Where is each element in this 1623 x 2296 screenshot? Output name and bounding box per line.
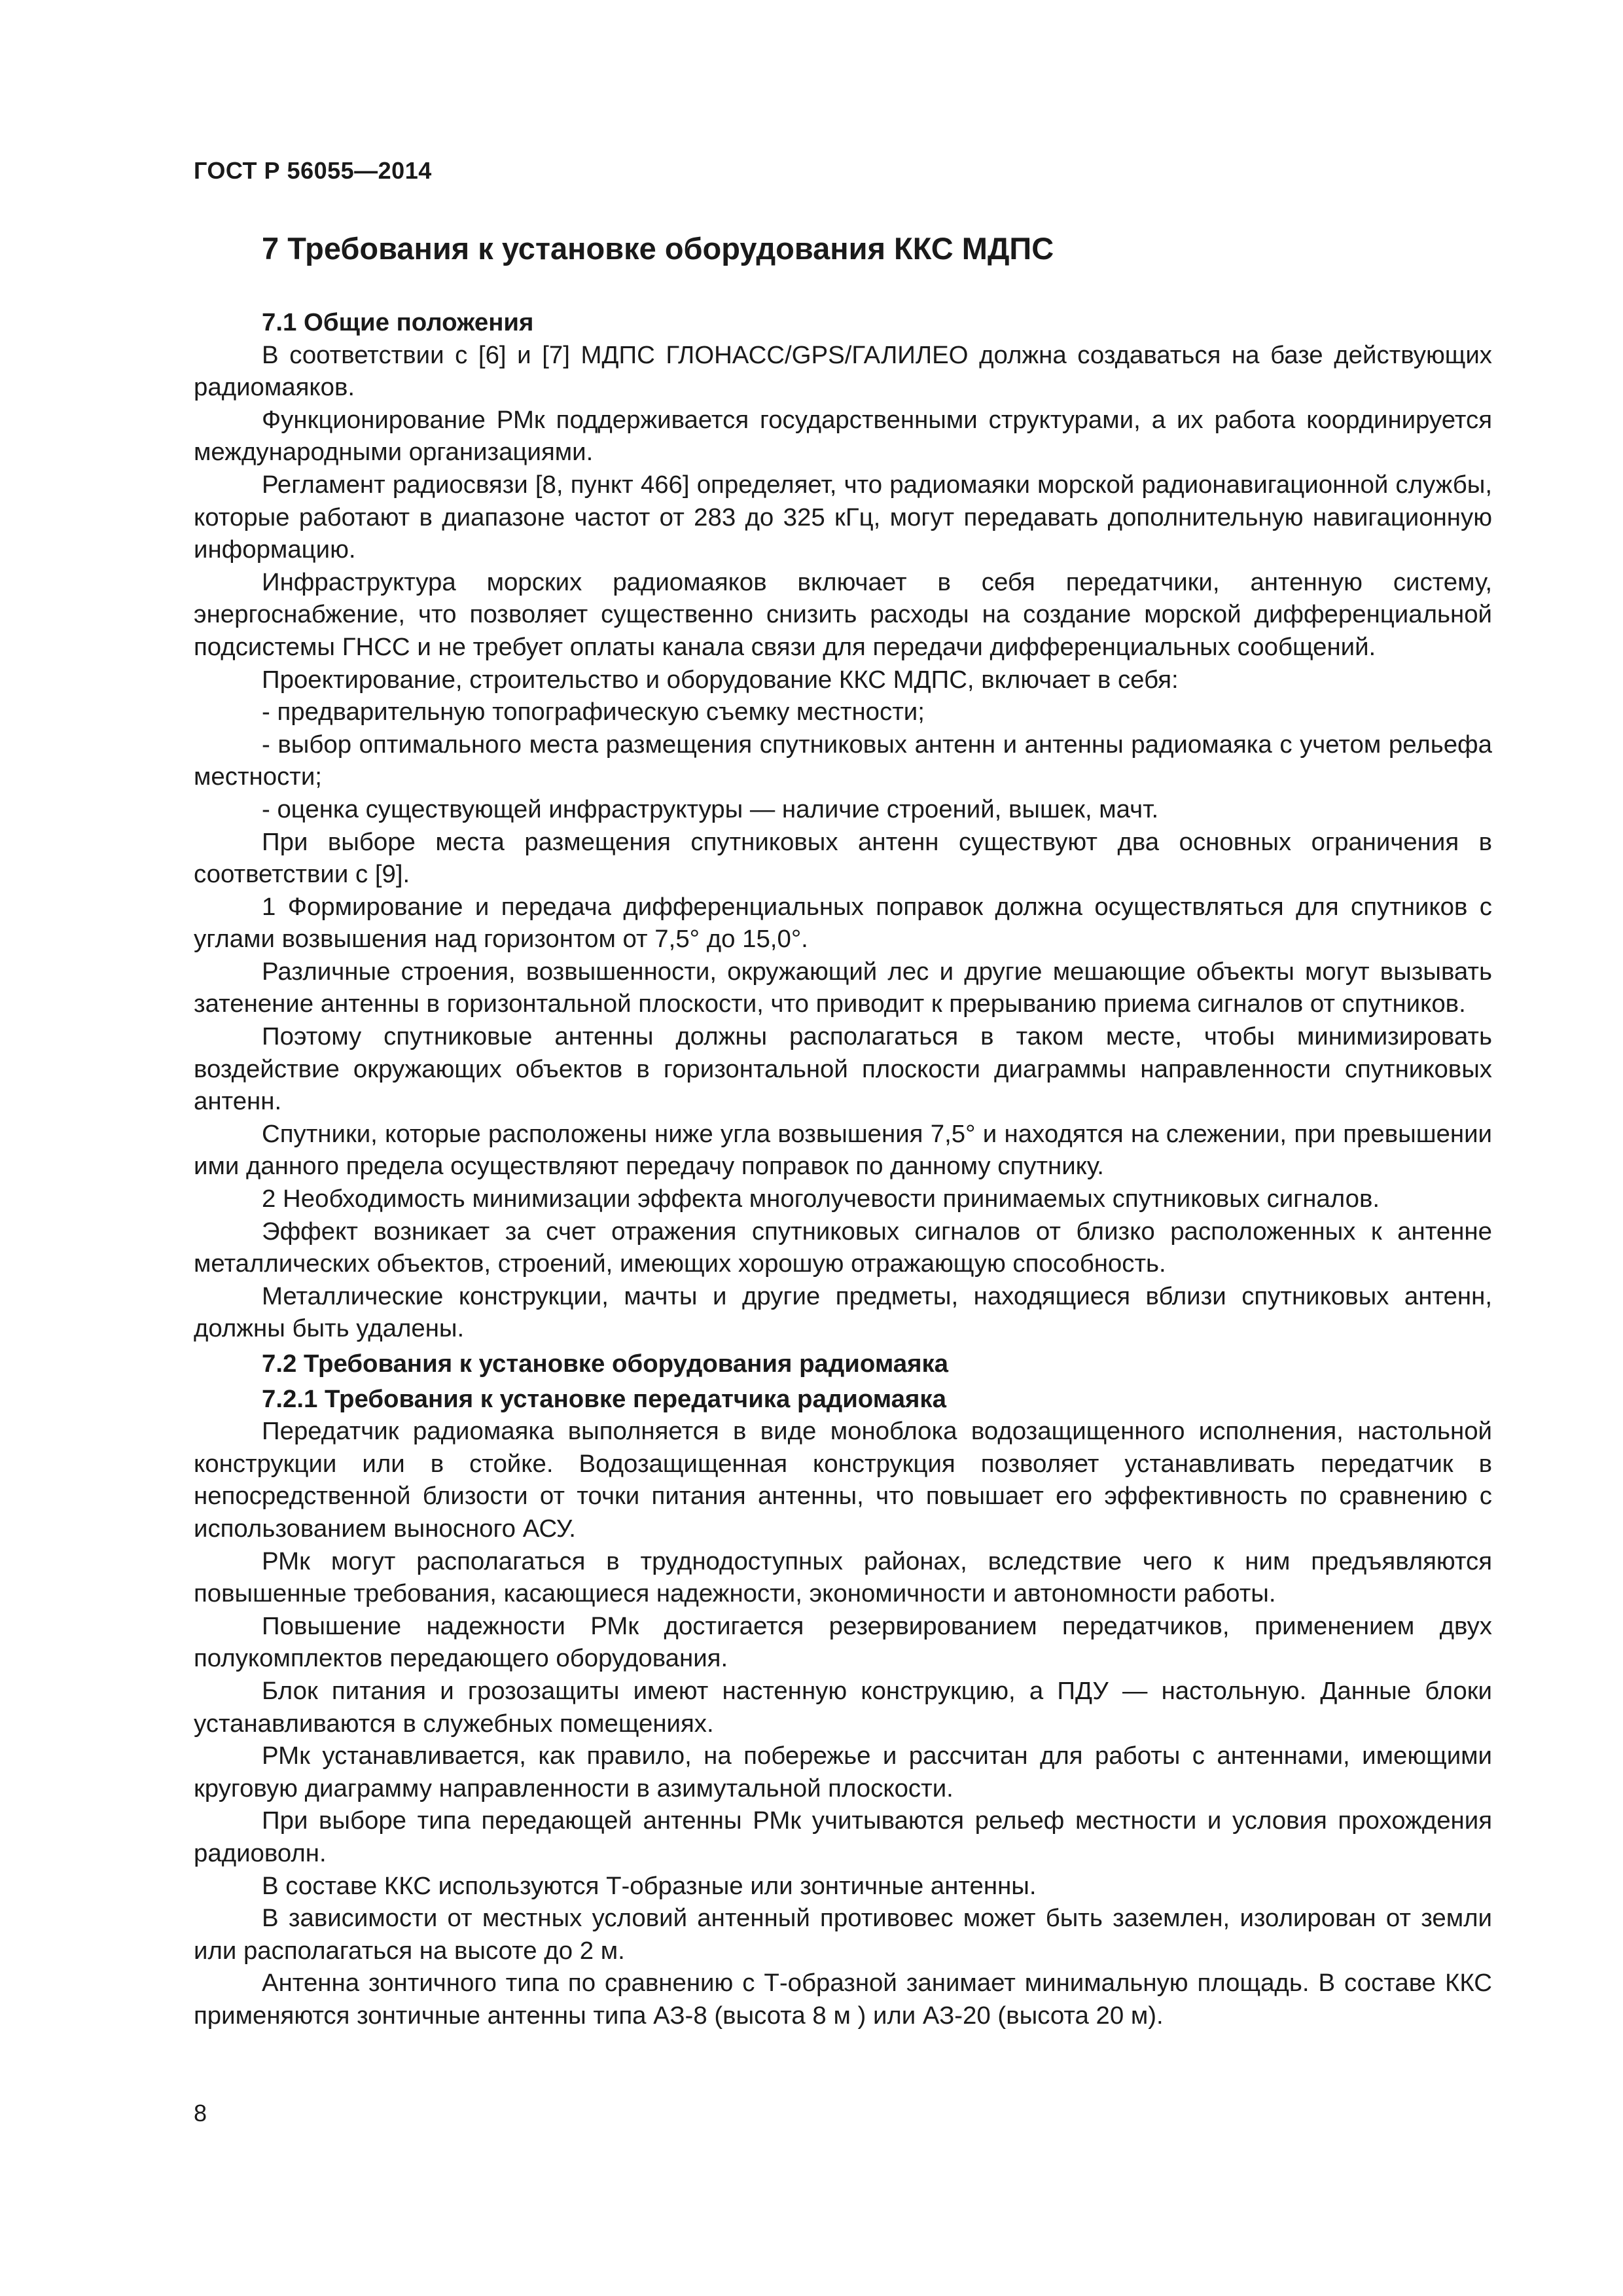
page-number: 8 [194, 2100, 207, 2126]
numbered-item: 1 Формирование и передача дифференциальных поправок должна осуществляться для спутников с углами возвышения над горизонтом от 7,5° до 15,0°. [194, 892, 1492, 954]
paragraph: При выборе места размещения спутниковых антенн существуют два основных ограничения в соответствии с [9]. [194, 827, 1492, 889]
document-body [194, 306, 1492, 2032]
paragraph: Поэтому спутниковые антенны должны располагаться в таком месте, чтобы минимизировать воздействие окружающих объектов в горизонтальной плоскости диаграммы направленности спутниковых антенн. [194, 1022, 1492, 1116]
paragraph: Антенна зонтичного типа по сравнению с Т-образной занимает минимальную площадь. В составе ККС применяются зонтичные антенны типа АЗ-8 (высота 8 м ) или АЗ-20 (высота 20 м). [194, 1969, 1492, 2030]
paragraph: Металлические конструкции, мачты и другие предметы, находящиеся вблизи спутниковых антенн, должны быть удалены. [194, 1282, 1492, 1343]
paragraph: Регламент радиосвязи [8, пункт 466] определяет, что радиомаяки морской радионавигационной службы, которые работают в диапазоне частот от 283 до 325 кГц, могут передавать дополнительную навигационную информацию. [194, 470, 1492, 564]
paragraph: Функционирование РМк поддерживается государственными структурами, а их работа координируется международными организациями. [194, 405, 1492, 467]
list-item: - предварительную топографическую съемку местности; [262, 698, 925, 726]
paragraph: Инфраструктура морских радиомаяков включает в себя передатчики, антенную систему, энергоснабжение, что позволяет существенно снизить расходы на создание морской дифференциальной подсистемы ГНСС и не требует оплаты канала связи для передачи дифференциальных сообщений. [194, 567, 1492, 661]
paragraph: В соответствии с [6] и [7] МДПС ГЛОНАСС/GPS/ГАЛИЛЕО должна создаваться на базе действующих радиомаяков. [194, 340, 1492, 402]
numbered-item: 2 Необходимость минимизации эффекта многолучевости принимаемых спутниковых сигналов. [262, 1185, 1380, 1213]
section-title: 7 Требования к установке оборудования ККС МДПС [262, 231, 1054, 266]
paragraph: Эффект возникает за счет отражения спутниковых сигналов от близко расположенных к антенне металлических объектов, строений, имеющих хорошую отражающую способность. [194, 1217, 1492, 1278]
subsection-heading-7-2: 7.2 Требования к установке оборудования радиомаяка [262, 1350, 949, 1378]
paragraph: Проектирование, строительство и оборудование ККС МДПС, включает в себя: [262, 665, 1179, 694]
paragraph: В составе ККС используются Т-образные или зонтичные антенны. [262, 1871, 1037, 1900]
paragraph: При выборе типа передающей антенны РМк учитываются рельеф местности и условия прохождения радиоволн. [194, 1806, 1492, 1867]
paragraph: В зависимости от местных условий антенный противовес может быть заземлен, изолирован от земли или располагаться на высоте до 2 м. [194, 1904, 1492, 1965]
subsection-heading-7-1: 7.1 Общие положения [262, 308, 534, 336]
paragraph: Спутники, которые расположены ниже угла возвышения 7,5° и находятся на слежении, при превышении ими данного предела осуществляют передачу поправок по данному спутнику. [194, 1119, 1492, 1181]
document-code-header: ГОСТ Р 56055—2014 [194, 157, 432, 184]
list-item: - оценка существующей инфраструктуры — наличие строений, вышек, мачт. [262, 795, 1159, 823]
paragraph: Блок питания и грозозащиты имеют настенную конструкцию, а ПДУ — настольную. Данные блоки устанавливаются в служебных помещениях. [194, 1676, 1492, 1738]
paragraph: РМк устанавливается, как правило, на побережье и рассчитан для работы с антеннами, имеющими круговую диаграмму направленности в азимутальной плоскости. [194, 1742, 1492, 1803]
subsection-heading-7-2-1: 7.2.1 Требования к установке передатчика радиомаяка [262, 1384, 946, 1413]
paragraph: РМк могут располагаться в труднодоступных районах, вследствие чего к ним предъявляются повышенные требования, касающиеся надежности, экономичности и автономности работы. [194, 1547, 1492, 1608]
paragraph: Передатчик радиомаяка выполняется в виде моноблока водозащищенного исполнения, настольной конструкции или в стойке. Водозащищенная конструкция позволяет устанавливать передатчик в непосредственной близости от точки питания антенны, что повышает его эффективность по сравнению с использованием выносного АСУ. [194, 1417, 1492, 1543]
list-item: - выбор оптимального места размещения спутниковых антенн и антенны радиомаяка с учетом рельефа местности; [194, 730, 1492, 791]
paragraph: Различные строения, возвышенности, окружающий лес и другие мешающие объекты могут вызывать затенение антенны в горизонтальной плоскости, что приводит к прерыванию приема сигналов от спутников. [194, 957, 1492, 1018]
paragraph: Повышение надежности РМк достигается резервированием передатчиков, применением двух полукомплектов передающего оборудования. [194, 1611, 1492, 1673]
